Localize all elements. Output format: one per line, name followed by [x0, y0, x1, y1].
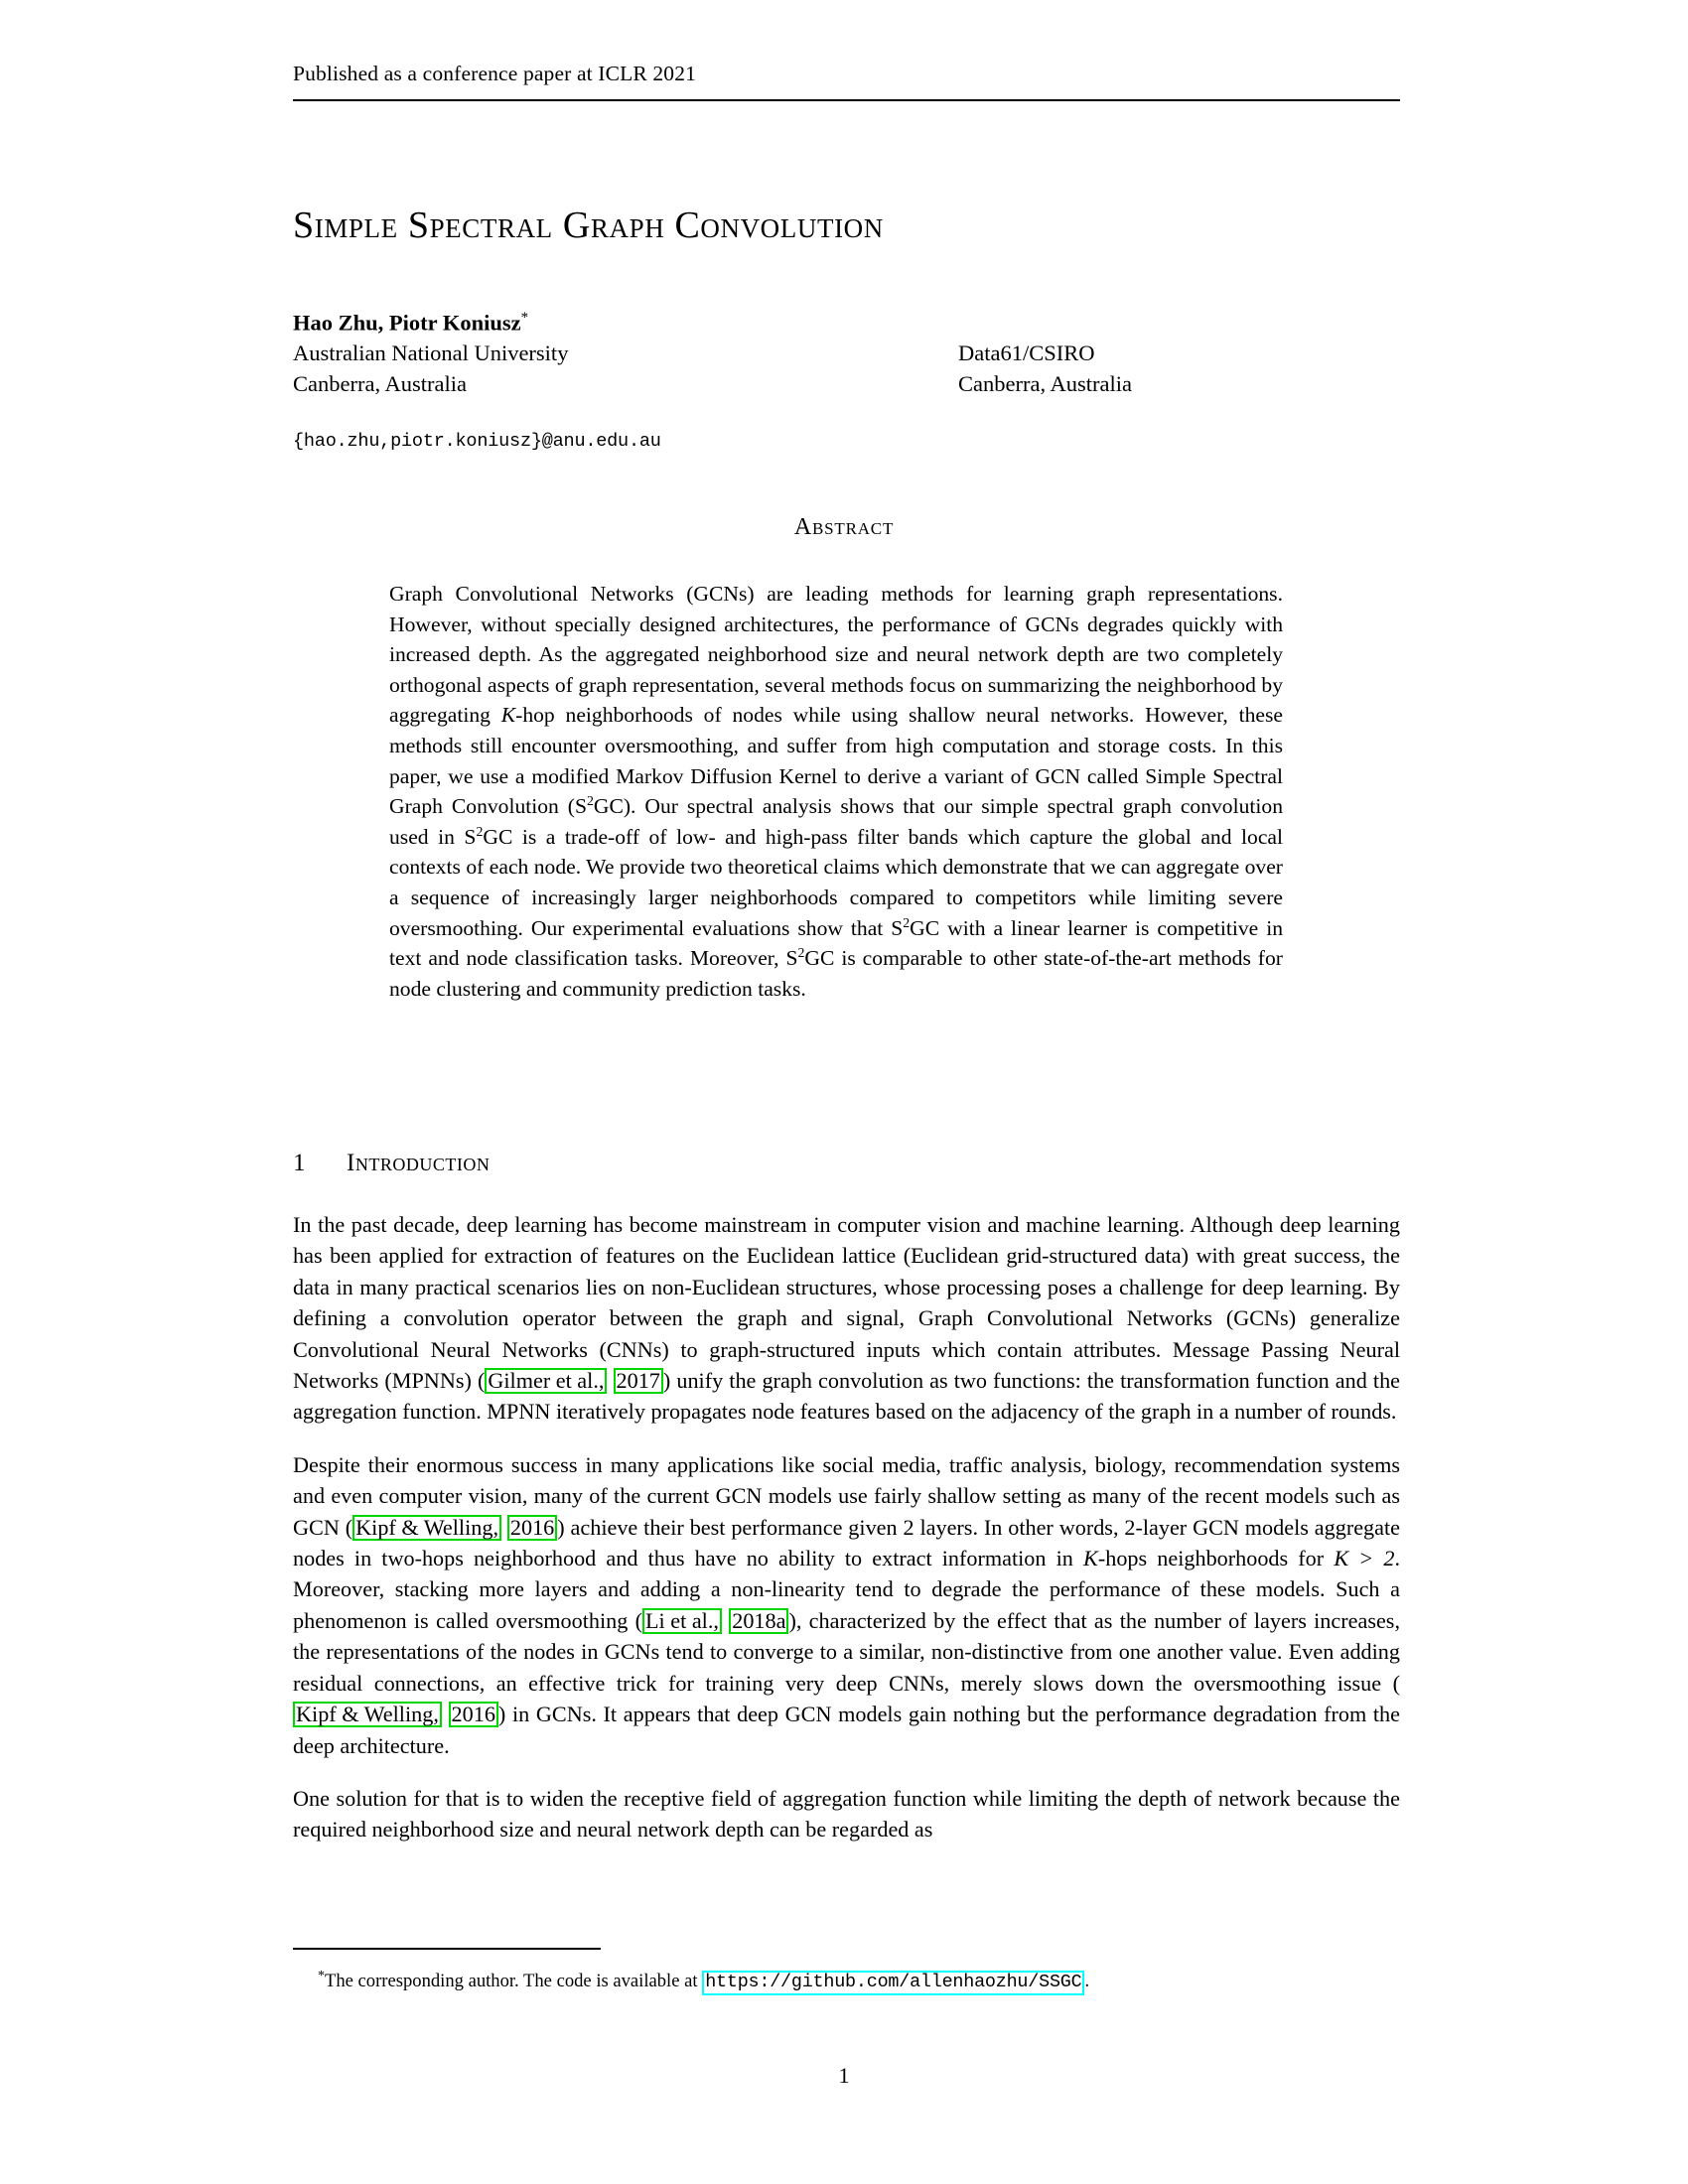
citation-kipf-welling-author[interactable]: Kipf & Welling, — [352, 1515, 501, 1541]
p2-text-f: ) in GCNs. It appears that deep GCN models gain nothing but the performance degradation from the deep architecture. — [293, 1702, 1400, 1758]
citation-li-author[interactable]: Li et al., — [642, 1608, 722, 1634]
footnote-divider — [293, 1948, 601, 1950]
corresponding-author-marker: * — [520, 310, 529, 326]
abstract-text-a: Graph Convolutional Networks (GCNs) are leading methods for learning graph representations. However, without specially designed architectures, the performance of GCNs degrades quickly with increased depth. As the aggregated neighborhood size and neural network depth are two completely orthogonal aspects of graph representation, several methods focus on summarizing the neighborhood by aggregating — [389, 582, 1283, 728]
p1-text-a: In the past decade, deep learning has become mainstream in computer vision and machine learning. Although deep learning has been applied for extraction of features on the Euclidean lattice (Euclidean grid-structured data) with great success, the data in many practical scenarios lies on non-Euclidean structures, whose processing poses a challenge for deep learning. By defining a convolution operator between the graph and signal, Graph Convolutional Networks (GCNs) generalize Convolutional Neural Networks (CNNs) to graph-structured inputs which contain attributes. Message Passing Neural Networks (MPNNs) ( — [293, 1212, 1400, 1394]
abstract-body — [389, 579, 1283, 1004]
s2gc-superscript-1: 2 — [586, 792, 594, 808]
p2-text-e: ), characterized by the effect that as the number of layers increases, the representations of the nodes in GCNs tend to converge to a similar, non-distinctive from one another value. Even adding residual connections, an effective trick for training very deep CNNs, merely slows down the oversmoothing issue ( — [293, 1607, 1400, 1696]
citation-gilmer-author[interactable]: Gilmer et al., — [485, 1368, 607, 1394]
p2-text-a: Despite their enormous success in many applications like social media, traffic analysis, biology, recommendation systems and even computer vision, many of the current GCN models use fairly shallow setting as many of the recent models such as GCN ( — [293, 1451, 1400, 1540]
abstract-heading: Abstract — [793, 514, 895, 540]
affiliation-row-1 — [293, 341, 1405, 371]
affiliation-right-1: Data61/CSIRO — [958, 341, 1095, 365]
abstract-text-c: GC). Our spectral analysis shows that our simple spectral graph convolution used in S — [389, 794, 1283, 849]
page-title: Simple Spectral Graph Convolution — [293, 205, 884, 246]
footnote-marker: * — [318, 1969, 325, 1983]
paragraph-2 — [293, 1449, 1400, 1761]
section-number: 1 — [293, 1150, 306, 1176]
citation-li-year[interactable]: 2018a — [729, 1608, 788, 1634]
header-divider — [293, 99, 1400, 101]
author-email: {hao.zhu,piotr.koniusz}@anu.edu.au — [293, 431, 661, 452]
s2gc-superscript-3: 2 — [903, 914, 911, 930]
footnote-text-after: . — [1084, 1971, 1090, 1992]
p2-text-b: ) achieve their best performance given 2 layers. In other words, 2-layer GCN models aggregate nodes in two-hops neighborhood and thus have no ability to extract information in — [293, 1514, 1401, 1571]
s2gc-superscript-2: 2 — [476, 823, 484, 839]
math-k-hop: K — [500, 703, 516, 728]
running-header: Published as a conference paper at ICLR 2021 — [293, 62, 697, 85]
p2-text-c: -hops neighborhoods for — [1097, 1546, 1335, 1571]
page-number: 1 — [838, 2063, 850, 2088]
affiliation-row-2 — [293, 371, 1405, 402]
paragraph-1 — [293, 1209, 1400, 1428]
citation-kipf-welling-2-author[interactable]: Kipf & Welling, — [293, 1702, 442, 1727]
affiliation-right-2: Canberra, Australia — [958, 371, 1132, 396]
citation-kipf-welling-year[interactable]: 2016 — [507, 1515, 557, 1541]
footnote — [318, 1964, 1410, 1995]
paragraph-3: One solution for that is to widen the receptive field of aggregation function while limiting the depth of network because the required neighborhood size and neural network depth can be regarded as — [293, 1785, 1400, 1843]
author-names-row — [293, 310, 1405, 341]
section-heading-introduction — [293, 1150, 1286, 1177]
citation-kipf-welling-2-year[interactable]: 2016 — [449, 1702, 498, 1727]
abstract-text-e: GC with a linear learner is competitive in text and node classification tasks. Moreover, S — [389, 915, 1284, 971]
citation-gilmer-year[interactable]: 2017 — [614, 1368, 663, 1394]
repository-url-link[interactable]: https://github.com/allenhaozhu/SSGC — [702, 1971, 1084, 1995]
body-column — [293, 1209, 1400, 1845]
abstract-text-f: GC is comparable to other state-of-the-art methods for node clustering and community prediction tasks. — [389, 946, 1283, 1001]
s2gc-superscript-4: 2 — [797, 944, 805, 960]
footnote-text: The corresponding author. The code is available at — [325, 1971, 703, 1992]
affiliation-left-2: Canberra, Australia — [293, 371, 467, 396]
section-title: Introduction — [347, 1150, 491, 1176]
author-block — [293, 310, 1405, 452]
p1-text-b: ) unify the graph convolution as two functions: the transformation function and the aggregation function. MPNN iteratively propagates node features based on the adjacency of the graph in a number of rounds. — [293, 1368, 1401, 1425]
math-k-greater-than-2: K > 2 — [1334, 1546, 1395, 1571]
p2-text-d: . Moreover, stacking more layers and adding a non-linearity tend to degrade the performance of these models. Such a phenomenon is called oversmoothing ( — [293, 1546, 1400, 1633]
abstract-text-b: -hop neighborhoods of nodes while using shallow neural networks. However, these methods still encounter oversmoothing, and suffer from high computation and storage costs. In this paper, we use a modified Markov Diffusion Kernel to derive a variant of GCN called Simple Spectral Graph Convolution (S — [389, 703, 1283, 819]
abstract-text-d: GC is a trade-off of low- and high-pass filter bands which capture the global and local contexts of each node. We provide two theoretical claims which demonstrate that we can aggregate over a sequence of increasingly larger neighborhoods compared to competitors while limiting severe oversmoothing. Our experimental evaluations show that S — [389, 824, 1283, 940]
math-k-hops: K — [1083, 1546, 1098, 1571]
affiliation-left-1: Australian National University — [293, 341, 569, 365]
author-names: Hao Zhu, Piotr Koniusz* — [293, 310, 529, 336]
